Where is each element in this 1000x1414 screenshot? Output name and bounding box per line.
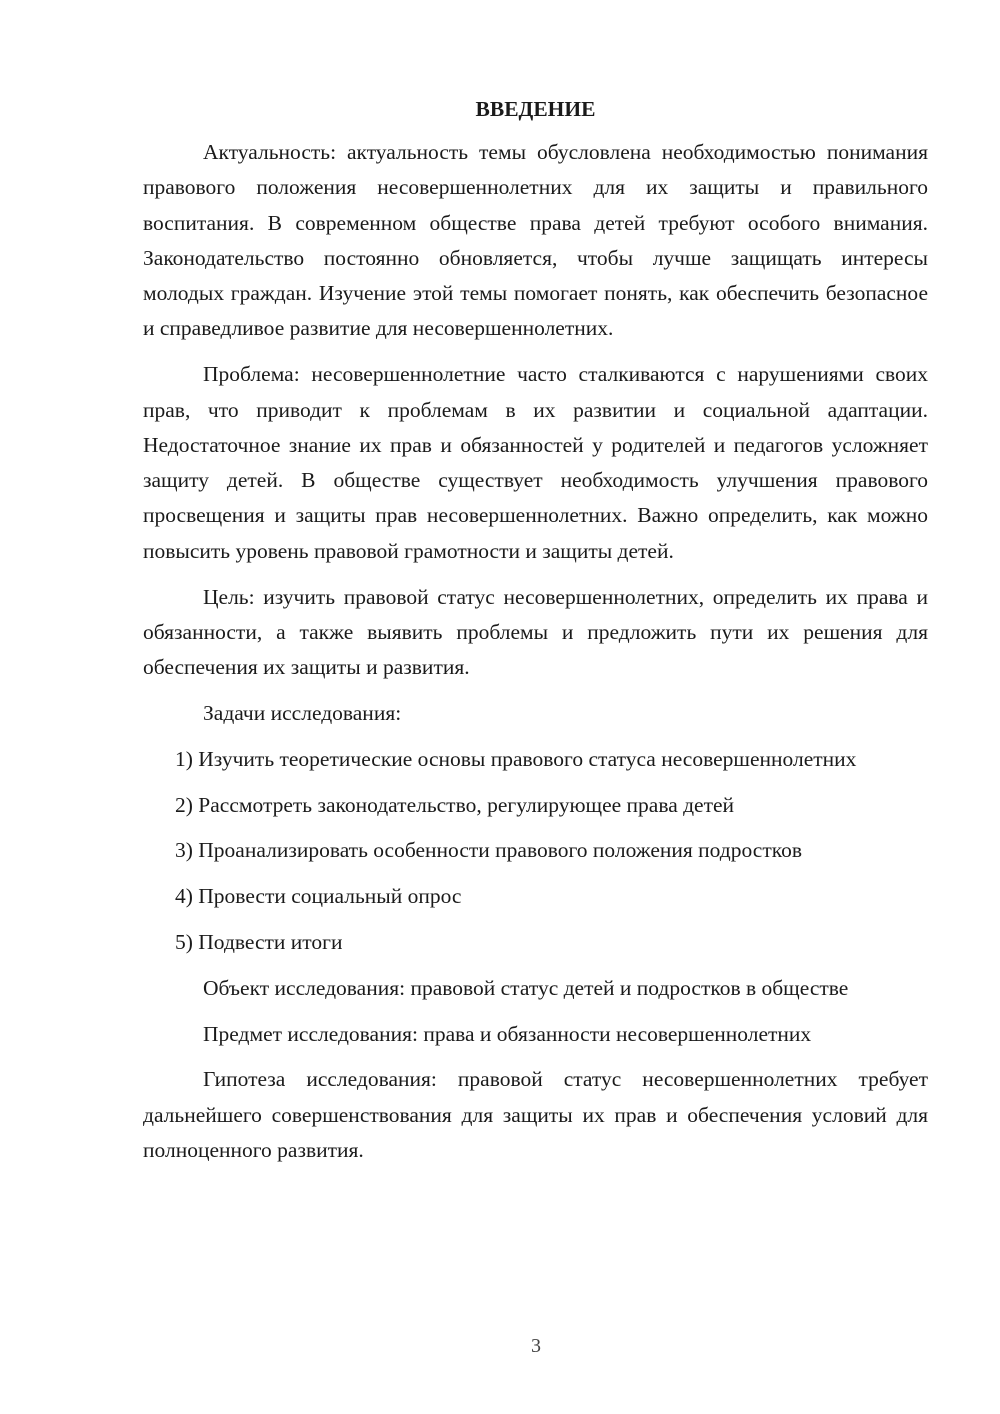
document-body	[143, 92, 928, 1179]
task-item-3: 3) Проанализировать особенности правового положения подростков	[175, 838, 802, 863]
paragraph-relevance: Актуальность: актуальность темы обусловлена необходимостью понимания правового положения несовершеннолетних для их защиты и правильного воспитания. В современном обществе права детей требуют особого внимания. Законодательство постоянно обновляется, чтобы лучше защищать интересы молодых граждан. Изучение этой темы помогает понять, как обеспечить безопасное и справедливое развитие для несовершеннолетних.	[143, 140, 928, 341]
task-item-4: 4) Провести социальный опрос	[175, 884, 462, 909]
paragraph-tasks-heading: Задачи исследования:	[203, 700, 402, 725]
paragraph-object: Объект исследования: правовой статус детей и подростков в обществе	[203, 975, 849, 1000]
paragraph-goal: Цель: изучить правовой статус несовершеннолетних, определить их права и обязанности, а также выявить проблемы и предложить пути их решения для обеспечения их защиты и развития.	[143, 584, 928, 680]
task-item-2: 2) Рассмотреть законодательство, регулирующее права детей	[175, 792, 735, 817]
paragraph-hypothesis: Гипотеза исследования: правовой статус несовершеннолетних требует дальнейшего совершенствования для защиты их прав и обеспечения условий для полноценного развития.	[143, 1067, 928, 1162]
section-title: ВВЕДЕНИЕ	[475, 97, 596, 121]
task-item-5: 5) Подвести итоги	[175, 929, 343, 954]
paragraph-subject: Предмет исследования: права и обязанности несовершеннолетних	[203, 1021, 812, 1046]
page-number: 3	[531, 1335, 541, 1357]
paragraph-problem: Проблема: несовершеннолетние часто сталкиваются с нарушениями своих прав, что приводит к проблемам в их развитии и социальной адаптации. Недостаточное знание их прав и обязанностей у родителей и педагогов усложняет защиту детей. В обществе существует необходимость улучшения правового просвещения и защиты прав несовершеннолетних. Важно определить, как можно повысить уровень правовой грамотности и защиты детей.	[143, 362, 928, 563]
task-item-1: 1) Изучить теоретические основы правового статуса несовершеннолетних	[175, 746, 857, 771]
